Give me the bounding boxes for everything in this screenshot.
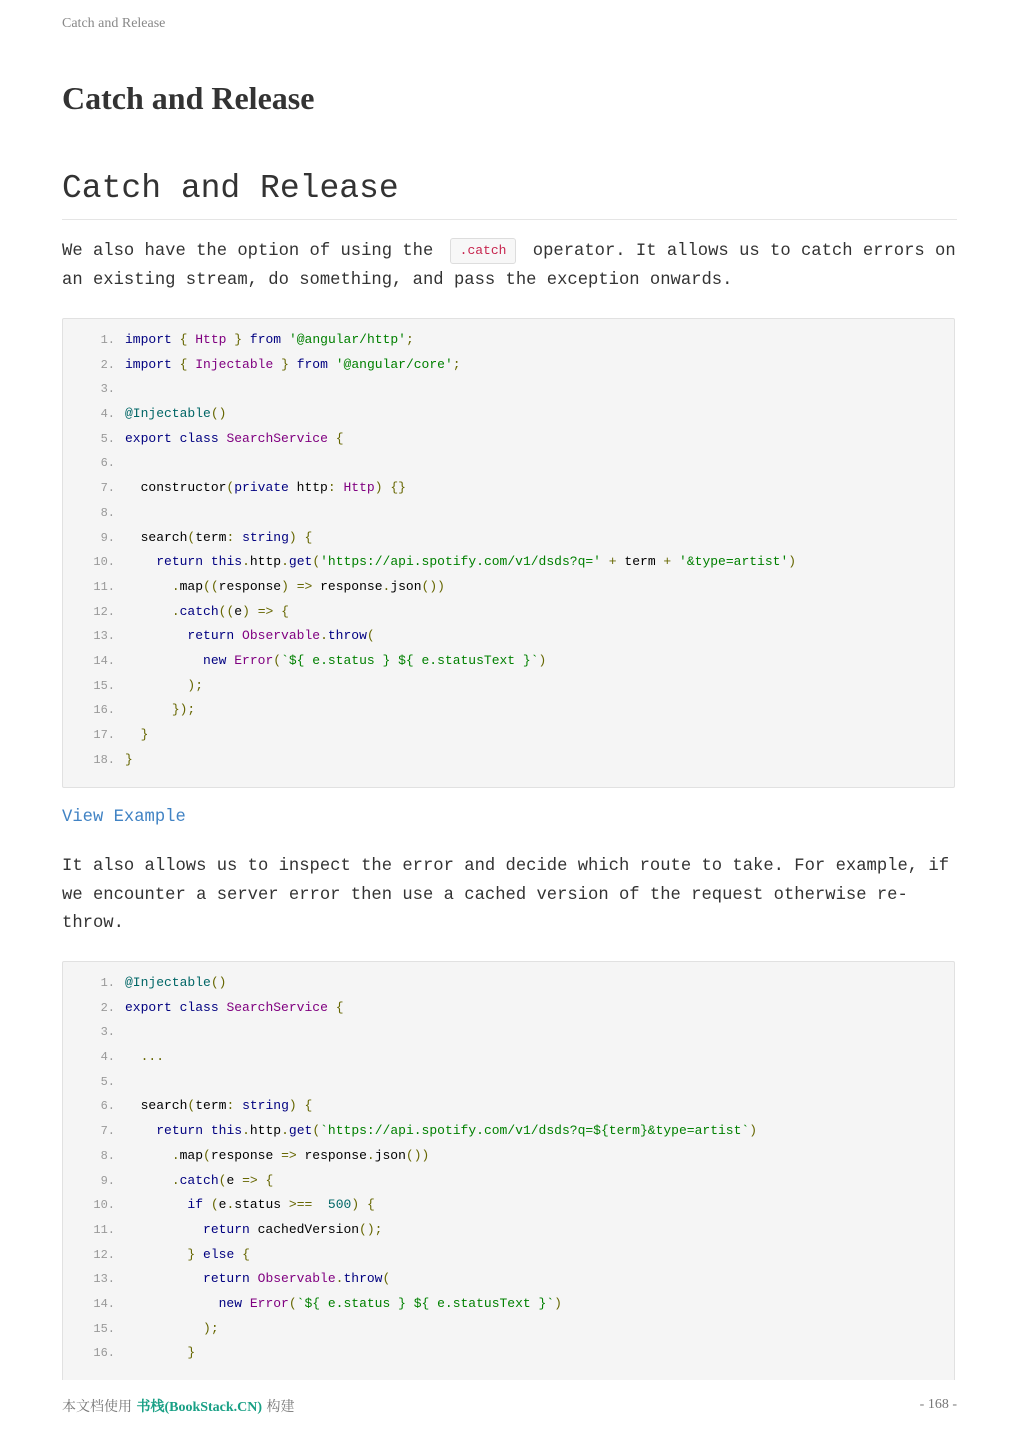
line-number: 9. [100,530,115,545]
page-number: - 168 - [919,1397,957,1412]
line-number: 1. [100,976,115,990]
code-text: } [125,751,133,767]
line-number: 5. [100,431,115,446]
code-line [63,1193,954,1218]
line-number: 7. [100,1124,115,1139]
code-text: export class SearchService { [125,999,344,1015]
code-text: import { Http } from '@angular/http'; [125,332,414,347]
line-number: 3. [100,1025,115,1040]
code-text: ); [187,677,204,693]
view-example-link[interactable]: View Example [62,808,186,827]
code-line [63,1341,954,1366]
code-text: @Injectable() [125,975,227,990]
code-line [63,1169,954,1194]
line-number: 17. [93,728,115,742]
code-text: return this.http.get(`https://api.spotify.com/v1/dsds?q=${term}&type=artist`) [156,1123,758,1139]
line-number: 10. [93,555,115,570]
code-text: search(term: string) { [125,529,313,545]
code-line [63,698,954,723]
code-text: return Observable.throw( [187,628,375,644]
code-line [63,550,954,575]
code-line [63,1045,954,1070]
line-number: 8. [100,1148,115,1163]
line-number: 11. [93,579,115,594]
line-number: 3. [100,382,115,397]
line-number: 6. [100,456,115,471]
code-line [63,476,954,501]
code-line [63,1070,954,1095]
code-line [63,501,954,526]
code-text: @Injectable() [125,406,227,422]
code-text: } [140,727,149,742]
chapter-title: Catch and Release [62,80,315,116]
code-text: constructor(private http: Http) {} [125,480,406,496]
code-line [63,624,954,649]
code-line [63,328,954,353]
code-line [63,748,954,773]
code-line [63,996,954,1021]
line-number: 16. [93,1346,115,1361]
line-number: 13. [93,629,115,644]
paragraph-2: It also allows us to inspect the error and decide which route to take. For example, if we encounter a server error then use a cached version of the request otherwise re-throw. [62,857,950,933]
code-text: new Error(`${ e.status } ${ e.statusText }`) [218,1295,562,1311]
intro-paragraph [62,238,957,295]
line-number: 11. [93,1222,115,1237]
section-title: Catch and Release [62,170,957,220]
code-text: ... [140,1049,165,1065]
line-number: 2. [100,1000,115,1015]
line-number: 6. [100,1099,115,1114]
code-text: ); [203,1320,219,1336]
code-text: import { Injectable } from '@angular/core'; [125,356,461,372]
code-line [63,971,954,996]
code-text: .catch((e) => { [171,603,289,619]
intro-text-before: We also have the option of using the [62,242,434,261]
line-number: 16. [93,703,115,718]
code-line [63,723,954,748]
footer-credit [62,1396,295,1416]
code-text: .map((response) => response.json()) [171,578,445,594]
line-number: 12. [93,1247,115,1262]
code-text: .map(response => response.json()) [171,1147,430,1163]
line-number: 13. [93,1272,115,1287]
code-text: search(term: string) { [125,1098,313,1114]
line-number: 14. [93,653,115,668]
line-number: 5. [100,1074,115,1089]
code-line [63,1119,954,1144]
code-line [63,575,954,600]
code-line [63,1218,954,1243]
code-text: return this.http.get('https://api.spotify.com/v1/dsds?q=' + term + '&type=artist') [156,554,797,570]
footer-brand-link[interactable]: 书栈(BookStack.CN) [136,1400,263,1415]
line-number: 14. [93,1296,115,1311]
code-text: if (e.status >== 500) { [187,1197,375,1213]
code-line [63,1292,954,1317]
code-line [63,600,954,625]
running-header: Catch and Release [62,16,166,31]
line-number: 8. [100,505,115,520]
footer-prefix: 本文档使用 [62,1399,132,1415]
code-block-2 [62,961,955,1380]
code-line [63,451,954,476]
code-line [63,427,954,452]
code-line [63,402,954,427]
code-line [63,526,954,551]
code-text: .catch(e => { [171,1172,274,1188]
line-number: 2. [100,357,115,372]
code-line [63,674,954,699]
code-text: return Observable.throw( [203,1271,391,1287]
code-block-1 [62,318,955,788]
code-text: } [187,1345,196,1361]
line-number: 4. [100,1050,115,1065]
line-number: 4. [100,407,115,422]
line-number: 15. [93,678,115,693]
code-line [63,377,954,402]
line-number: 7. [100,481,115,496]
intro-text-after: operator. It allows us to catch errors on an existing stream, do something, and pass the exception onwards. [62,242,956,290]
line-number: 12. [93,604,115,619]
code-line [63,1267,954,1292]
inline-code-catch: .catch [450,238,517,264]
line-number: 18. [93,752,115,767]
code-text: return cachedVersion(); [203,1221,383,1237]
line-number: 1. [100,333,115,347]
code-text: export class SearchService { [125,430,344,446]
code-line [63,1243,954,1268]
code-line [63,1094,954,1119]
code-text: } else { [187,1246,250,1262]
code-line [63,1144,954,1169]
line-number: 10. [93,1198,115,1213]
code-text: }); [171,702,196,718]
footer-suffix: 构建 [266,1399,295,1415]
code-text: new Error(`${ e.status } ${ e.statusText }`) [203,652,547,668]
line-number: 9. [100,1173,115,1188]
code-line [63,649,954,674]
code-line [63,1020,954,1045]
code-line [63,1317,954,1342]
line-number: 15. [93,1321,115,1336]
code-line [63,353,954,378]
